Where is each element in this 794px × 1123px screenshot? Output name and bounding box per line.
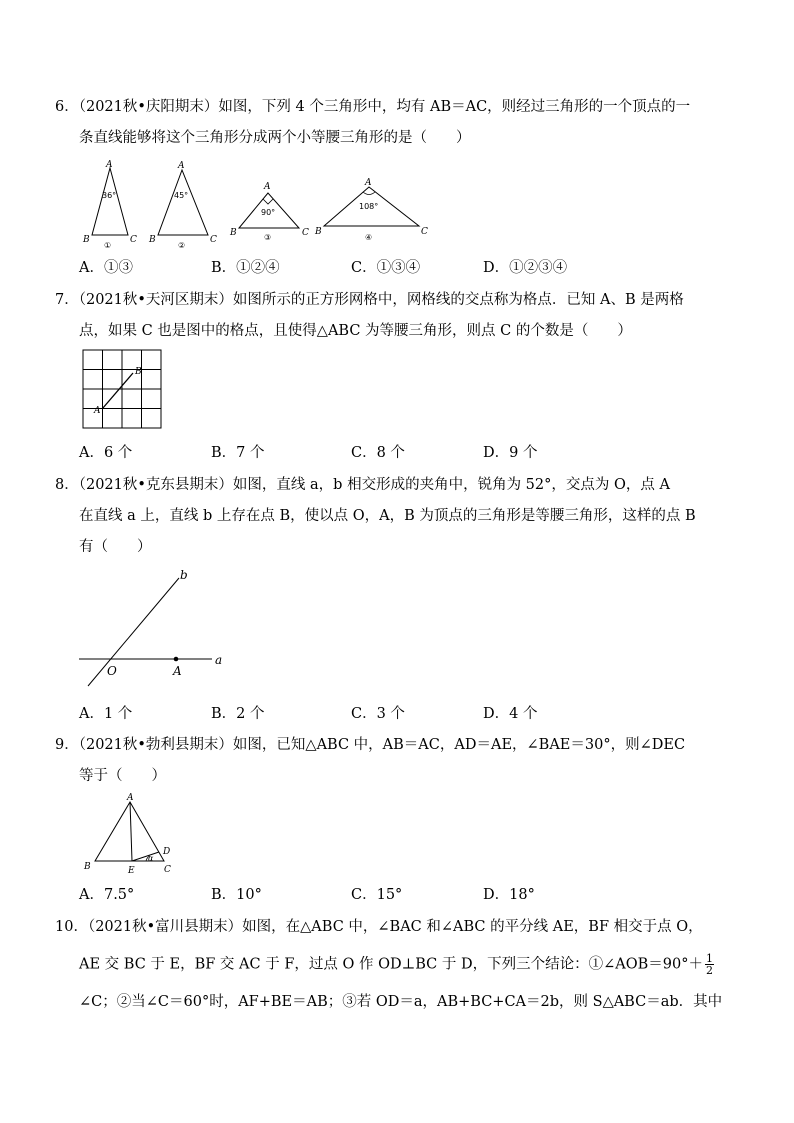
q10-line2-text: AE 交 BC 于 E，BF 交 AC 于 F，过点 O 作 OD⊥BC 于 D，下列三个结论：①∠AOB＝90°＋ bbox=[79, 956, 703, 973]
q7-grid-figure bbox=[83, 350, 163, 430]
fig2-angle: 45° bbox=[174, 191, 189, 200]
q8-label-O: O bbox=[107, 664, 117, 678]
q7-label-B: B bbox=[135, 367, 142, 377]
q8-label-A: A bbox=[173, 664, 182, 678]
q8-line2: 在直线 a 上，直线 b 上存在点 B，使以点 O，A，B 为顶点的三角形是等腰三角形，这样的点 B bbox=[79, 508, 696, 524]
line-b bbox=[88, 578, 179, 686]
q6-figure-1 bbox=[80, 158, 150, 248]
fig1-angle: 36° bbox=[102, 191, 117, 200]
q8-option-d[interactable]: D．4 个 bbox=[483, 706, 538, 722]
q10-line3: ∠C；②当∠C＝60°时，AF+BE＝AB；③若 OD＝a，AB+BC+CA＝2b，则 S△ABC＝ab．其中 bbox=[79, 994, 723, 1010]
q9-label-B: B bbox=[84, 862, 91, 872]
fig1-label-A: A bbox=[106, 160, 113, 170]
q9-line1: 9．（2021秋•勃利县期末）如图，已知△ABC 中，AB＝AC，AD＝AE，∠BAE＝30°，则∠DEC bbox=[55, 737, 686, 753]
q8-label-b: b bbox=[180, 568, 188, 582]
q10-line1: 10．（2021秋•富川县期末）如图，在△ABC 中，∠BAC 和∠ABC 的平分线 AE，BF 相交于点 O， bbox=[55, 919, 703, 935]
triangle-1 bbox=[92, 168, 128, 235]
fig4-label-A: A bbox=[365, 178, 372, 188]
q9-line2: 等于（ ） bbox=[79, 768, 166, 784]
q10-frac-num: 1 bbox=[705, 952, 713, 965]
point-A bbox=[174, 657, 179, 662]
q8-line3: 有（ ） bbox=[79, 539, 152, 555]
fig4-label-C: C bbox=[421, 227, 428, 237]
fig2-label-A: A bbox=[178, 161, 185, 171]
q10-line2 bbox=[79, 953, 716, 976]
q7-label-A: A bbox=[94, 406, 101, 416]
q9-label-A: A bbox=[127, 793, 134, 803]
segment-AE bbox=[130, 802, 132, 861]
q7-line1: 7．（2021秋•天河区期末）如图所示的正方形网格中，网格线的交点称为格点．已知 A、B 是两格 bbox=[55, 292, 684, 308]
q6-figure-2 bbox=[148, 158, 228, 248]
q8-lines-figure bbox=[75, 565, 235, 690]
q9-label-E: E bbox=[128, 866, 135, 876]
fig1-label-B: B bbox=[83, 235, 90, 245]
fig4-number: ④ bbox=[365, 233, 373, 242]
triangle-2 bbox=[158, 170, 208, 235]
q9-option-c[interactable]: C．15° bbox=[351, 887, 403, 903]
fig3-label-B: B bbox=[230, 228, 237, 238]
q9-label-alpha: α bbox=[148, 854, 154, 863]
fig2-label-B: B bbox=[149, 235, 156, 245]
q7-option-a[interactable]: A．6 个 bbox=[79, 445, 133, 461]
q8-label-a: a bbox=[215, 653, 223, 667]
q6-figure-4 bbox=[313, 178, 433, 248]
q6-figure-3 bbox=[230, 180, 320, 248]
q7-line2: 点，如果 C 也是图中的格点，且使得△ABC 为等腰三角形，则点 C 的个数是（ ） bbox=[79, 323, 632, 339]
segment-ED bbox=[132, 852, 159, 861]
q6-option-d[interactable]: D．①②③④ bbox=[483, 260, 568, 276]
q8-line1: 8．（2021秋•克东县期末）如图，直线 a，b 相交形成的夹角中，锐角为 52°，交点为 O，点 A bbox=[55, 477, 670, 493]
q7-option-b[interactable]: B．7 个 bbox=[211, 445, 265, 461]
q9-option-d[interactable]: D．18° bbox=[483, 887, 535, 903]
q6-line2: 条直线能够将这个三角形分成两个小等腰三角形的是（ ） bbox=[79, 130, 471, 146]
fig1-number: ① bbox=[104, 241, 112, 250]
q8-option-c[interactable]: C．3 个 bbox=[351, 706, 405, 722]
fig4-label-B: B bbox=[315, 227, 322, 237]
fig3-label-C: C bbox=[302, 228, 309, 238]
q9-label-C: C bbox=[164, 865, 171, 875]
q6-line1: 6．（2021秋•庆阳期末）如图，下列 4 个三角形中，均有 AB＝AC，则经过三角形的一个顶点的一 bbox=[55, 99, 691, 115]
q10-frac-den: 2 bbox=[705, 964, 713, 977]
fig2-number: ② bbox=[178, 241, 186, 250]
q8-option-a[interactable]: A．1 个 bbox=[79, 706, 133, 722]
fig3-number: ③ bbox=[264, 233, 272, 242]
triangle-ABC bbox=[95, 802, 164, 861]
q8-option-b[interactable]: B．2 个 bbox=[211, 706, 265, 722]
q6-option-a[interactable]: A．①③ bbox=[79, 260, 133, 276]
q7-option-d[interactable]: D．9 个 bbox=[483, 445, 538, 461]
fig3-label-A: A bbox=[264, 182, 271, 192]
q9-triangle-figure bbox=[80, 792, 180, 880]
q10-fraction bbox=[705, 953, 714, 976]
q6-option-c[interactable]: C．①③④ bbox=[351, 260, 421, 276]
q6-option-b[interactable]: B．①②④ bbox=[211, 260, 280, 276]
q9-label-D: D bbox=[163, 847, 171, 857]
q7-option-c[interactable]: C．8 个 bbox=[351, 445, 405, 461]
fig3-angle: 90° bbox=[261, 208, 276, 217]
q9-option-b[interactable]: B．10° bbox=[211, 887, 262, 903]
fig1-label-C: C bbox=[130, 235, 137, 245]
fig4-angle: 108° bbox=[359, 202, 379, 211]
fig2-label-C: C bbox=[210, 235, 217, 245]
q9-option-a[interactable]: A．7.5° bbox=[79, 887, 135, 903]
